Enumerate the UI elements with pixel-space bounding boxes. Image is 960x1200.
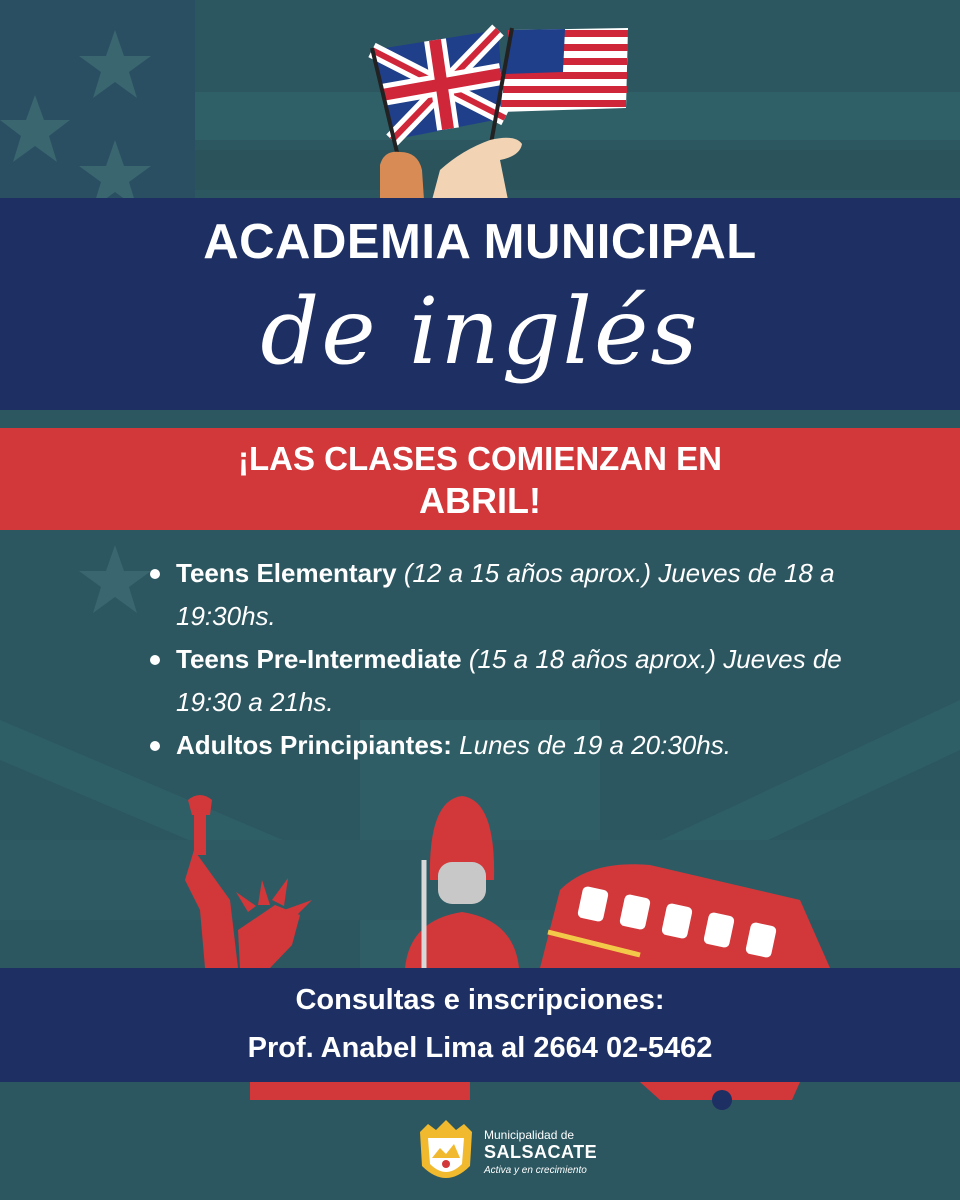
logo-line1: Municipalidad de — [484, 1128, 575, 1142]
announcement-line1: ¡LAS CLASES COMIENZAN EN — [237, 440, 722, 477]
logo-line2: SALSACATE — [484, 1142, 598, 1162]
course-detail: (15 a 18 años aprox.) Jueves de 19:30 a 21hs. — [176, 644, 842, 717]
statue-of-liberty-icon — [185, 795, 312, 968]
course-detail: Lunes de 19 a 20:30hs. — [451, 730, 731, 760]
course-name: Teens Pre-Intermediate — [176, 644, 462, 674]
municipality-logo — [414, 1118, 614, 1188]
course-detail: (12 a 15 años aprox.) Jueves de 18 a 19:30hs. — [176, 558, 835, 631]
logo-tagline: Activa y en crecimiento — [484, 1165, 587, 1176]
contact-heading: Consultas e inscripciones: — [295, 984, 665, 1016]
course-name: Teens Elementary — [176, 558, 397, 588]
coat-of-arms-icon — [414, 1118, 478, 1188]
title-script: de inglés — [260, 278, 700, 385]
announcement-line2: ABRIL! — [419, 480, 541, 521]
contact-details: Prof. Anabel Lima al 2664 02-5462 — [247, 1032, 713, 1064]
course-name: Adultos Principiantes: — [176, 730, 452, 760]
title-main: ACADEMIA MUNICIPAL — [203, 215, 757, 269]
